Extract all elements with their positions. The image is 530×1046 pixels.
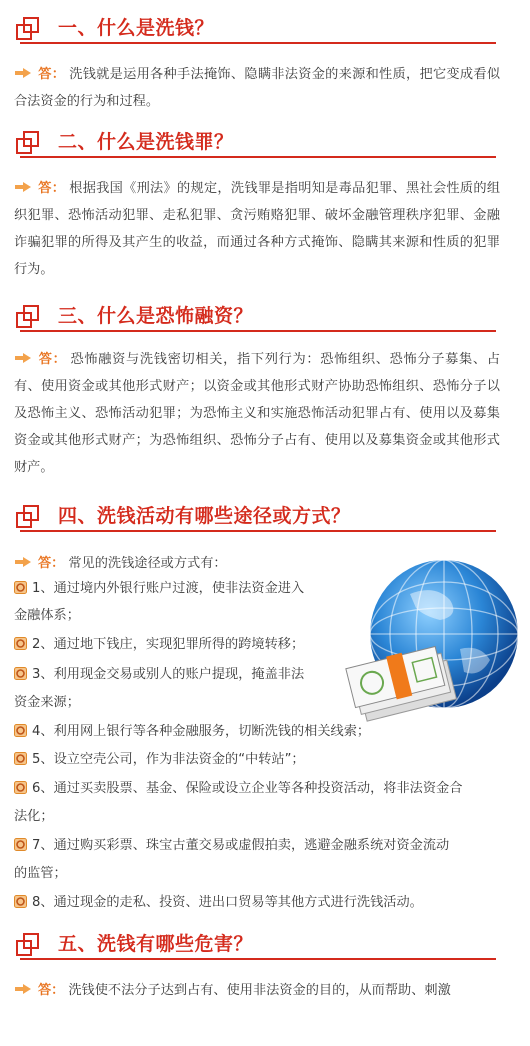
list-item-text: 5、设立空壳公司，作为非法资金的“中转站”； — [32, 752, 305, 767]
answer-arrow-icon — [14, 556, 32, 568]
section-header-3 — [14, 300, 496, 334]
list-item-text: 3、利用现金交易或别人的账户提现，掩盖非法 — [32, 667, 305, 682]
bullet-icon — [14, 752, 27, 765]
bullet-icon — [14, 724, 27, 737]
list-item — [14, 832, 449, 859]
list-item — [14, 775, 462, 802]
section-header-2 — [14, 126, 496, 160]
answer-text: 洗钱使不法分子达到占有、使用非法资金的目的，从而帮助、刺激 — [68, 983, 451, 998]
section-title: 二、什么是洗钱罪？ — [58, 131, 234, 153]
list-item-text: 金融体系； — [14, 608, 80, 623]
answer-arrow-icon — [14, 983, 32, 995]
list-item-text: 8、通过现金的走私、投资、进出口贸易等其他方式进行洗钱活动。 — [32, 895, 423, 910]
section-divider — [20, 156, 496, 158]
answer-label: 答： — [38, 67, 66, 82]
bullet-icon — [14, 637, 27, 650]
list-item-text: 4、利用网上银行等各种金融服务，切断洗钱的相关线索； — [32, 724, 371, 739]
list-item-continuation — [14, 689, 80, 716]
answer-3 — [14, 346, 500, 481]
answer-arrow-icon — [14, 352, 32, 364]
bullet-icon — [14, 667, 27, 680]
bullet-icon — [14, 581, 27, 594]
list-item-continuation — [14, 860, 67, 887]
section-divider — [20, 42, 496, 44]
list-item — [14, 661, 304, 688]
list-item-text: 法化； — [14, 809, 54, 824]
list-item — [14, 718, 370, 745]
answer-1 — [14, 61, 500, 115]
bullet-icon — [14, 838, 27, 851]
list-item-text: 的监管； — [14, 866, 67, 881]
answer-label: 答： — [38, 983, 65, 998]
section-title: 一、什么是洗钱？ — [58, 17, 215, 39]
list-item — [14, 631, 304, 658]
list-item-continuation — [14, 602, 80, 629]
list-item-text: 资金来源； — [14, 695, 80, 710]
answer-label: 答： — [38, 181, 66, 196]
list-item — [14, 746, 305, 773]
section-header-1 — [14, 12, 496, 46]
answer-text: 恐怖融资与洗钱密切相关，指下列行为：恐怖组织、恐怖分子募集、占有、使用资金或其他形式财产；以资金或其他形式财产协助恐怖组织、恐怖分子以及恐怖主义、恐怖活动犯罪；为恐怖主义和实施恐怖活动犯罪占有、使用以及募集资金或其他形式财产；为恐怖组织、恐怖分子占有、使用以及募集资金或其他形式财产。 — [14, 352, 501, 475]
section-divider — [20, 530, 496, 532]
answer-arrow-icon — [14, 67, 32, 79]
section-title: 四、洗钱活动有哪些途径或方式？ — [58, 505, 351, 527]
answer-2 — [14, 175, 500, 283]
globe-money-illustration — [340, 554, 518, 726]
bullet-icon — [14, 781, 27, 794]
answer-text: 洗钱就是运用各种手法掩饰、隐瞒非法资金的来源和性质，把它变成看似合法资金的行为和过程。 — [14, 67, 501, 109]
section-header-4 — [14, 500, 496, 534]
section-header-5 — [14, 928, 496, 962]
section-divider — [20, 958, 496, 960]
bullet-icon — [14, 895, 27, 908]
list-item-text: 7、通过购买彩票、珠宝古董交易或虚假拍卖，逃避金融系统对资金流动 — [32, 838, 450, 853]
section-title: 三、什么是恐怖融资？ — [58, 305, 254, 327]
answer-label: 答： — [38, 352, 67, 367]
list-item — [14, 889, 423, 916]
answer-text: 根据我国《刑法》的规定，洗钱罪是指明知是毒品犯罪、黑社会性质的组织犯罪、恐怖活动犯罪、走私犯罪、贪污贿赂犯罪、破坏金融管理秩序犯罪、金融诈骗犯罪的所得及其产生的收益，而通过各种方式掩饰、隐瞒其来源和性质的犯罪行为。 — [14, 181, 501, 277]
answer-5 — [14, 977, 500, 1004]
list-item-text: 6、通过买卖股票、基金、保险或设立企业等各种投资活动，将非法资金合 — [32, 781, 463, 796]
section-divider — [20, 330, 496, 332]
list-item — [14, 575, 304, 602]
list-item-text: 1、通过境内外银行账户过渡，使非法资金进入 — [32, 581, 305, 596]
list-item-continuation — [14, 803, 54, 830]
section-title: 五、洗钱有哪些危害？ — [58, 933, 254, 955]
answer-arrow-icon — [14, 181, 32, 193]
answer-text: 常见的洗钱途径或方式有： — [68, 556, 227, 571]
list-item-text: 2、通过地下钱庄，实现犯罪所得的跨境转移； — [32, 637, 305, 652]
answer-label: 答： — [38, 556, 65, 571]
